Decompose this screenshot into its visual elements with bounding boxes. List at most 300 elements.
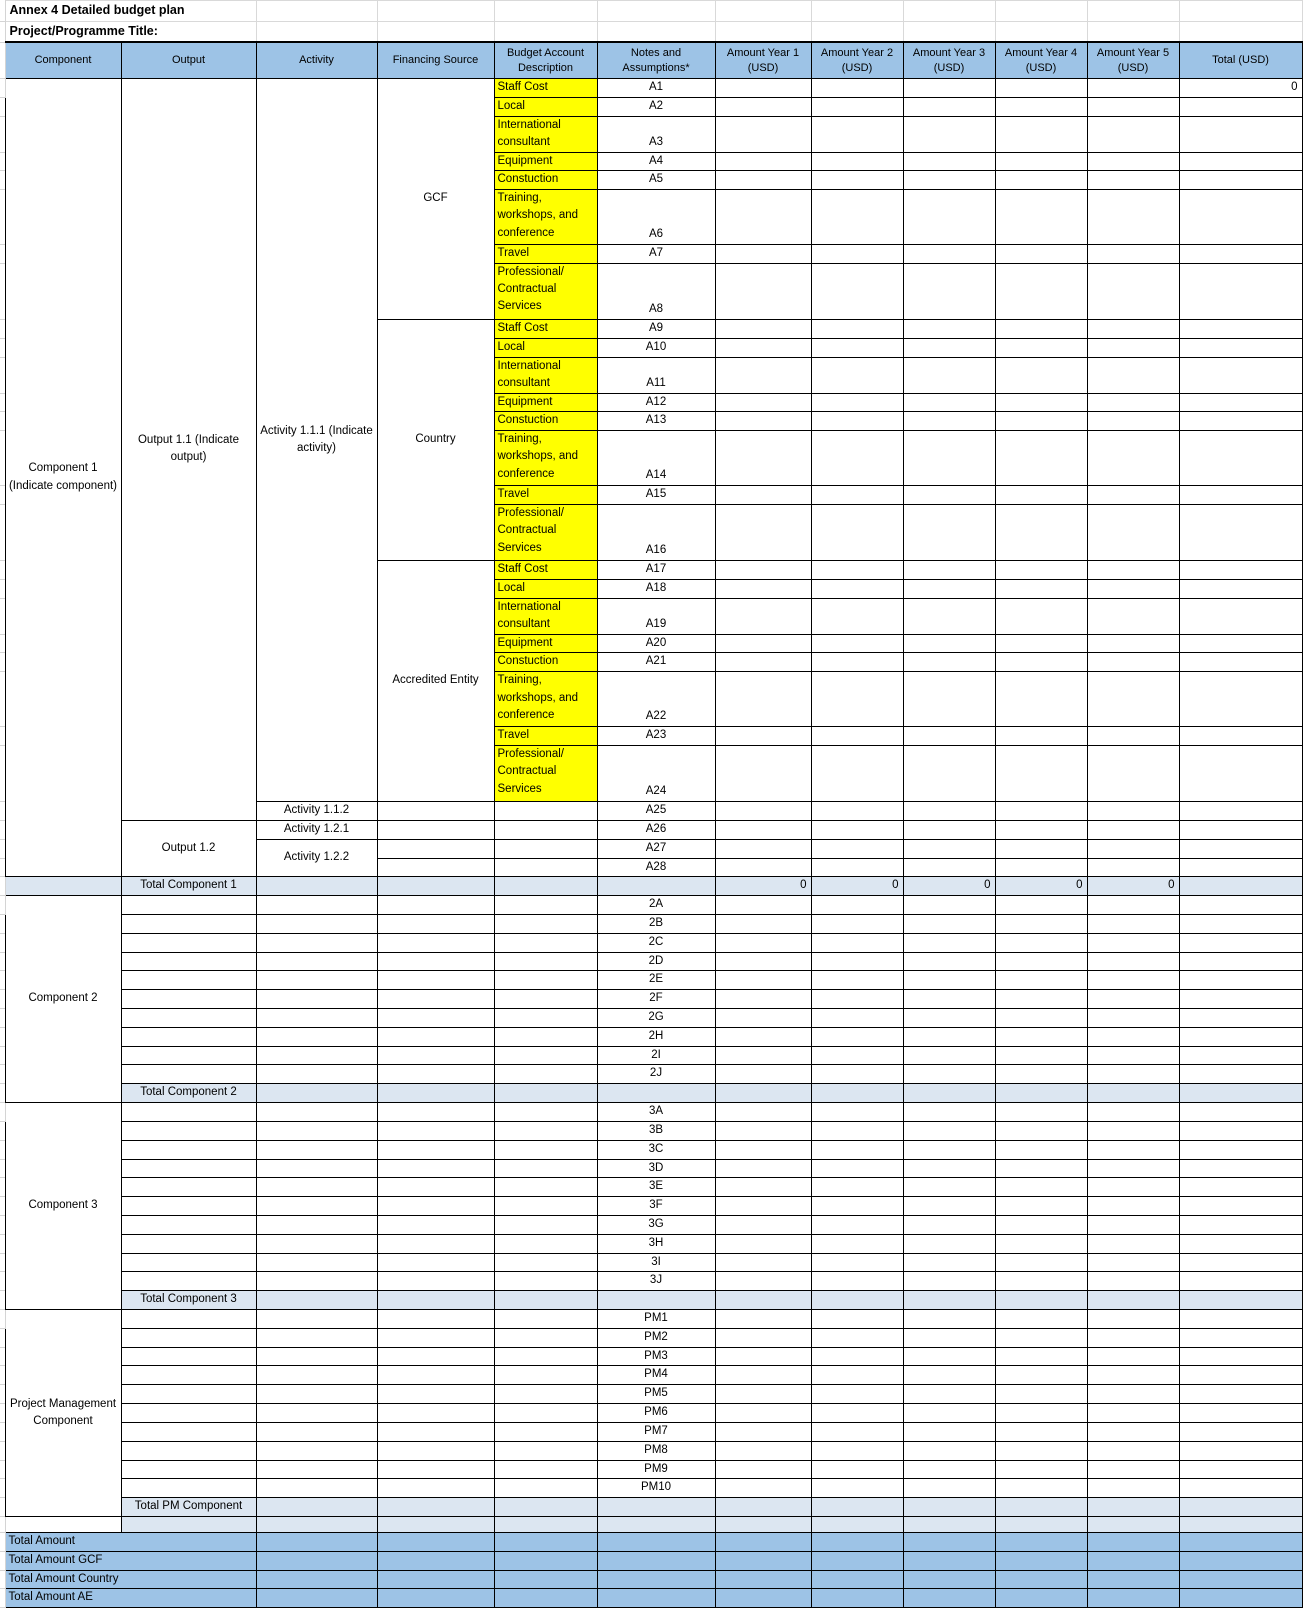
amount-year-4-cell[interactable] bbox=[995, 802, 1087, 821]
financing-source-cell[interactable] bbox=[377, 1385, 494, 1404]
amount-year-3-cell[interactable] bbox=[903, 672, 995, 727]
amount-year-5-cell[interactable] bbox=[1087, 1422, 1179, 1441]
amount-year-4-cell[interactable] bbox=[995, 727, 1087, 746]
note-assumption[interactable]: 2A bbox=[597, 896, 715, 915]
financing-source-cell[interactable] bbox=[377, 1479, 494, 1498]
amount-year-3-cell[interactable] bbox=[903, 431, 995, 486]
amount-year-5-cell[interactable] bbox=[1087, 1366, 1179, 1385]
amount-year-5-cell[interactable] bbox=[1087, 971, 1179, 990]
amount-year-3-cell[interactable] bbox=[903, 914, 995, 933]
output-cell[interactable] bbox=[121, 1328, 256, 1347]
amount-year-3-cell[interactable] bbox=[903, 245, 995, 264]
amount-year-4-cell[interactable] bbox=[995, 1140, 1087, 1159]
amount-year-4-cell[interactable] bbox=[995, 1253, 1087, 1272]
amount-year-1-cell[interactable] bbox=[715, 971, 811, 990]
amount-year-5-cell[interactable] bbox=[1087, 171, 1179, 190]
title-row-empty-cell[interactable] bbox=[1179, 1, 1302, 22]
output-cell[interactable] bbox=[121, 1253, 256, 1272]
total-usd-cell[interactable] bbox=[1179, 896, 1302, 915]
amount-year-3-cell[interactable] bbox=[903, 1347, 995, 1366]
amount-year-1-cell[interactable] bbox=[715, 338, 811, 357]
budget-account-cell[interactable] bbox=[494, 1103, 597, 1122]
output-cell[interactable] bbox=[121, 1404, 256, 1423]
amount-year-4-cell[interactable] bbox=[995, 1159, 1087, 1178]
note-assumption[interactable]: PM2 bbox=[597, 1328, 715, 1347]
subtitle-row-empty-cell[interactable] bbox=[494, 22, 597, 43]
amount-year-3-cell[interactable] bbox=[903, 1404, 995, 1423]
amount-year-5-cell[interactable] bbox=[1087, 1347, 1179, 1366]
amount-year-5-cell[interactable] bbox=[1087, 1328, 1179, 1347]
amount-year-3-cell[interactable] bbox=[903, 561, 995, 580]
amount-year-5-cell[interactable] bbox=[1087, 1103, 1179, 1122]
amount-year-2-cell[interactable] bbox=[811, 990, 903, 1009]
financing-source-cell[interactable] bbox=[377, 1404, 494, 1423]
total-usd-cell[interactable] bbox=[1179, 858, 1302, 877]
amount-year-3-cell[interactable] bbox=[903, 971, 995, 990]
note-assumption[interactable]: A25 bbox=[597, 802, 715, 821]
amount-year-2-cell[interactable] bbox=[811, 357, 903, 393]
amount-year-1-cell[interactable] bbox=[715, 78, 811, 97]
amount-year-2-cell[interactable] bbox=[811, 1009, 903, 1028]
budget-account-cell[interactable] bbox=[494, 914, 597, 933]
amount-year-1-cell[interactable] bbox=[715, 116, 811, 152]
subtitle-row-empty-cell[interactable] bbox=[1087, 22, 1179, 43]
note-assumption[interactable]: 2G bbox=[597, 1009, 715, 1028]
total-usd-cell[interactable] bbox=[1179, 1385, 1302, 1404]
amount-year-3-cell[interactable] bbox=[903, 634, 995, 653]
budget-account-description[interactable]: Training, workshops, and conference bbox=[494, 431, 597, 486]
amount-year-2-cell[interactable] bbox=[811, 746, 903, 802]
total-usd-cell[interactable] bbox=[1179, 1422, 1302, 1441]
financing-source-cell[interactable] bbox=[377, 1366, 494, 1385]
total-usd-cell[interactable] bbox=[1179, 1103, 1302, 1122]
amount-year-1-cell[interactable] bbox=[715, 1347, 811, 1366]
output-cell[interactable] bbox=[121, 1009, 256, 1028]
total-usd-cell[interactable] bbox=[1179, 1328, 1302, 1347]
note-assumption[interactable]: 2B bbox=[597, 914, 715, 933]
note-assumption[interactable]: 3D bbox=[597, 1159, 715, 1178]
amount-year-5-cell[interactable] bbox=[1087, 839, 1179, 858]
financing-source-cell[interactable] bbox=[377, 914, 494, 933]
output-cell[interactable] bbox=[121, 1347, 256, 1366]
total-usd-cell[interactable] bbox=[1179, 505, 1302, 561]
activity-cell[interactable] bbox=[256, 1234, 377, 1253]
budget-account-description[interactable]: Professional/ Contractual Services bbox=[494, 263, 597, 319]
amount-year-2-cell[interactable] bbox=[811, 1422, 903, 1441]
amount-year-5-cell[interactable] bbox=[1087, 1159, 1179, 1178]
amount-year-5-cell[interactable] bbox=[1087, 634, 1179, 653]
amount-year-4-cell[interactable] bbox=[995, 245, 1087, 264]
amount-year-2-cell[interactable] bbox=[811, 561, 903, 580]
amount-year-1-cell[interactable] bbox=[715, 598, 811, 634]
amount-year-4-cell[interactable] bbox=[995, 1366, 1087, 1385]
total-usd-cell[interactable] bbox=[1179, 1159, 1302, 1178]
amount-year-3-cell[interactable] bbox=[903, 653, 995, 672]
amount-year-2-cell[interactable] bbox=[811, 634, 903, 653]
amount-year-5-cell[interactable] bbox=[1087, 1441, 1179, 1460]
title-row-empty-cell[interactable] bbox=[811, 1, 903, 22]
financing-source-cell[interactable] bbox=[377, 1197, 494, 1216]
financing-source-cell[interactable] bbox=[377, 990, 494, 1009]
note-assumption[interactable]: A1 bbox=[597, 78, 715, 97]
amount-year-3-cell[interactable] bbox=[903, 746, 995, 802]
budget-account-cell[interactable] bbox=[494, 1441, 597, 1460]
budget-account-cell[interactable] bbox=[494, 896, 597, 915]
total-usd-cell[interactable] bbox=[1179, 1272, 1302, 1291]
amount-year-3-cell[interactable] bbox=[903, 393, 995, 412]
financing-source-cell[interactable] bbox=[377, 1215, 494, 1234]
title-row-empty-cell[interactable] bbox=[597, 1, 715, 22]
note-assumption[interactable]: PM7 bbox=[597, 1422, 715, 1441]
amount-year-3-cell[interactable] bbox=[903, 263, 995, 319]
amount-year-1-cell[interactable] bbox=[715, 990, 811, 1009]
amount-year-2-cell[interactable] bbox=[811, 802, 903, 821]
amount-year-1-cell[interactable] bbox=[715, 1366, 811, 1385]
amount-year-2-cell[interactable] bbox=[811, 152, 903, 171]
activity-cell[interactable] bbox=[256, 1479, 377, 1498]
note-assumption[interactable]: 3E bbox=[597, 1178, 715, 1197]
amount-year-3-cell[interactable] bbox=[903, 952, 995, 971]
note-assumption[interactable]: 2J bbox=[597, 1065, 715, 1084]
activity-cell[interactable] bbox=[256, 1460, 377, 1479]
amount-year-3-cell[interactable] bbox=[903, 1046, 995, 1065]
note-assumption[interactable]: 2D bbox=[597, 952, 715, 971]
amount-year-2-cell[interactable] bbox=[811, 672, 903, 727]
total-usd-cell[interactable] bbox=[1179, 914, 1302, 933]
activity-cell[interactable] bbox=[256, 1253, 377, 1272]
amount-year-3-cell[interactable] bbox=[903, 579, 995, 598]
amount-year-5-cell[interactable] bbox=[1087, 431, 1179, 486]
amount-year-3-cell[interactable] bbox=[903, 1009, 995, 1028]
amount-year-2-cell[interactable] bbox=[811, 431, 903, 486]
amount-year-2-cell[interactable] bbox=[811, 505, 903, 561]
output-cell[interactable] bbox=[121, 1159, 256, 1178]
amount-year-5-cell[interactable] bbox=[1087, 746, 1179, 802]
note-assumption[interactable]: A14 bbox=[597, 431, 715, 486]
total-usd-cell[interactable] bbox=[1179, 634, 1302, 653]
budget-account-description[interactable]: Equipment bbox=[494, 634, 597, 653]
amount-year-4-cell[interactable] bbox=[995, 858, 1087, 877]
amount-year-2-cell[interactable] bbox=[811, 171, 903, 190]
amount-year-4-cell[interactable] bbox=[995, 971, 1087, 990]
amount-year-2-cell[interactable] bbox=[811, 1215, 903, 1234]
amount-year-4-cell[interactable] bbox=[995, 1046, 1087, 1065]
total-usd-cell[interactable] bbox=[1179, 1121, 1302, 1140]
note-assumption[interactable]: 3F bbox=[597, 1197, 715, 1216]
amount-year-2-cell[interactable] bbox=[811, 1178, 903, 1197]
budget-account-description[interactable]: Staff Cost bbox=[494, 561, 597, 580]
activity-cell[interactable] bbox=[256, 1422, 377, 1441]
amount-year-5-cell[interactable] bbox=[1087, 1215, 1179, 1234]
budget-account-cell[interactable] bbox=[494, 1234, 597, 1253]
amount-year-2-cell[interactable] bbox=[811, 78, 903, 97]
amount-year-5-cell[interactable] bbox=[1087, 1272, 1179, 1291]
amount-year-4-cell[interactable] bbox=[995, 990, 1087, 1009]
amount-year-1-cell[interactable] bbox=[715, 393, 811, 412]
note-assumption[interactable]: 2H bbox=[597, 1027, 715, 1046]
amount-year-2-cell[interactable] bbox=[811, 97, 903, 116]
amount-year-4-cell[interactable] bbox=[995, 338, 1087, 357]
amount-year-1-cell[interactable] bbox=[715, 1215, 811, 1234]
financing-source-cell[interactable] bbox=[377, 933, 494, 952]
activity-cell[interactable] bbox=[256, 952, 377, 971]
subtitle-row-empty-cell[interactable] bbox=[377, 22, 494, 43]
amount-year-2-cell[interactable] bbox=[811, 971, 903, 990]
amount-year-2-cell[interactable] bbox=[811, 1366, 903, 1385]
amount-year-4-cell[interactable] bbox=[995, 190, 1087, 245]
budget-account-description[interactable]: Constuction bbox=[494, 412, 597, 431]
budget-account-cell[interactable] bbox=[494, 1009, 597, 1028]
budget-account-cell[interactable] bbox=[494, 1479, 597, 1498]
amount-year-4-cell[interactable] bbox=[995, 1178, 1087, 1197]
title-row-empty-cell[interactable] bbox=[377, 1, 494, 22]
total-usd-cell[interactable] bbox=[1179, 263, 1302, 319]
amount-year-2-cell[interactable] bbox=[811, 1328, 903, 1347]
amount-year-2-cell[interactable] bbox=[811, 1065, 903, 1084]
amount-year-4-cell[interactable] bbox=[995, 319, 1087, 338]
amount-year-3-cell[interactable] bbox=[903, 727, 995, 746]
amount-year-1-cell[interactable] bbox=[715, 914, 811, 933]
note-assumption[interactable]: PM4 bbox=[597, 1366, 715, 1385]
amount-year-2-cell[interactable] bbox=[811, 319, 903, 338]
amount-year-2-cell[interactable] bbox=[811, 579, 903, 598]
total-usd-cell[interactable] bbox=[1179, 672, 1302, 727]
budget-account-cell[interactable] bbox=[494, 1385, 597, 1404]
amount-year-4-cell[interactable] bbox=[995, 1404, 1087, 1423]
note-assumption[interactable]: A13 bbox=[597, 412, 715, 431]
amount-year-2-cell[interactable] bbox=[811, 598, 903, 634]
financing-source-cell[interactable] bbox=[377, 1460, 494, 1479]
note-assumption[interactable]: PM3 bbox=[597, 1347, 715, 1366]
amount-year-5-cell[interactable] bbox=[1087, 1385, 1179, 1404]
amount-year-3-cell[interactable] bbox=[903, 1065, 995, 1084]
budget-account-description[interactable]: International consultant bbox=[494, 598, 597, 634]
amount-year-5-cell[interactable] bbox=[1087, 190, 1179, 245]
note-assumption[interactable]: A7 bbox=[597, 245, 715, 264]
amount-year-5-cell[interactable] bbox=[1087, 505, 1179, 561]
financing-source-cell[interactable] bbox=[377, 952, 494, 971]
amount-year-3-cell[interactable] bbox=[903, 933, 995, 952]
note-assumption[interactable]: A21 bbox=[597, 653, 715, 672]
financing-source-cell[interactable] bbox=[377, 1027, 494, 1046]
amount-year-3-cell[interactable] bbox=[903, 357, 995, 393]
amount-year-2-cell[interactable] bbox=[811, 820, 903, 839]
budget-account-cell[interactable] bbox=[494, 1046, 597, 1065]
total-usd-cell[interactable] bbox=[1179, 1065, 1302, 1084]
note-assumption[interactable]: A28 bbox=[597, 858, 715, 877]
budget-account-cell[interactable] bbox=[494, 1272, 597, 1291]
budget-account-description[interactable]: Training, workshops, and conference bbox=[494, 672, 597, 727]
amount-year-4-cell[interactable] bbox=[995, 431, 1087, 486]
amount-year-1-cell[interactable] bbox=[715, 746, 811, 802]
amount-year-5-cell[interactable] bbox=[1087, 802, 1179, 821]
output-cell[interactable] bbox=[121, 990, 256, 1009]
budget-account-cell[interactable] bbox=[494, 933, 597, 952]
title-row-empty-cell[interactable] bbox=[256, 1, 377, 22]
amount-year-1-cell[interactable] bbox=[715, 952, 811, 971]
subtitle-row-empty-cell[interactable] bbox=[903, 22, 995, 43]
amount-year-3-cell[interactable] bbox=[903, 1197, 995, 1216]
subtitle-row-empty-cell[interactable] bbox=[715, 22, 811, 43]
financing-source-cell[interactable] bbox=[377, 1009, 494, 1028]
amount-year-3-cell[interactable] bbox=[903, 858, 995, 877]
amount-year-3-cell[interactable] bbox=[903, 990, 995, 1009]
amount-year-1-cell[interactable] bbox=[715, 1140, 811, 1159]
amount-year-5-cell[interactable] bbox=[1087, 263, 1179, 319]
amount-year-4-cell[interactable] bbox=[995, 1027, 1087, 1046]
financing-source-cell[interactable] bbox=[377, 858, 494, 877]
output-cell[interactable] bbox=[121, 1215, 256, 1234]
amount-year-3-cell[interactable] bbox=[903, 1422, 995, 1441]
amount-year-3-cell[interactable] bbox=[903, 190, 995, 245]
budget-account-cell[interactable] bbox=[494, 1159, 597, 1178]
total-usd-cell[interactable] bbox=[1179, 1215, 1302, 1234]
activity-cell[interactable] bbox=[256, 1272, 377, 1291]
total-usd-cell[interactable] bbox=[1179, 990, 1302, 1009]
budget-account-description[interactable]: Constuction bbox=[494, 171, 597, 190]
note-assumption[interactable]: A17 bbox=[597, 561, 715, 580]
note-assumption[interactable]: A22 bbox=[597, 672, 715, 727]
amount-year-3-cell[interactable] bbox=[903, 820, 995, 839]
title-row-empty-cell[interactable] bbox=[903, 1, 995, 22]
amount-year-4-cell[interactable] bbox=[995, 1009, 1087, 1028]
amount-year-3-cell[interactable] bbox=[903, 598, 995, 634]
financing-source-cell[interactable] bbox=[377, 1046, 494, 1065]
financing-source-cell[interactable] bbox=[377, 1347, 494, 1366]
output-cell[interactable] bbox=[121, 1479, 256, 1498]
budget-account-description[interactable]: International consultant bbox=[494, 357, 597, 393]
amount-year-4-cell[interactable] bbox=[995, 1441, 1087, 1460]
title-row-empty-cell[interactable] bbox=[995, 1, 1087, 22]
amount-year-3-cell[interactable] bbox=[903, 1385, 995, 1404]
note-assumption[interactable]: A18 bbox=[597, 579, 715, 598]
budget-account-cell[interactable] bbox=[494, 1178, 597, 1197]
financing-source-cell[interactable] bbox=[377, 896, 494, 915]
note-assumption[interactable]: A8 bbox=[597, 263, 715, 319]
amount-year-2-cell[interactable] bbox=[811, 1347, 903, 1366]
note-assumption[interactable]: A20 bbox=[597, 634, 715, 653]
note-assumption[interactable]: PM1 bbox=[597, 1310, 715, 1329]
budget-account-cell[interactable] bbox=[494, 1140, 597, 1159]
total-usd-cell[interactable] bbox=[1179, 1046, 1302, 1065]
amount-year-1-cell[interactable] bbox=[715, 634, 811, 653]
amount-year-3-cell[interactable] bbox=[903, 78, 995, 97]
amount-year-1-cell[interactable] bbox=[715, 1103, 811, 1122]
amount-year-1-cell[interactable] bbox=[715, 1027, 811, 1046]
amount-year-1-cell[interactable] bbox=[715, 1310, 811, 1329]
amount-year-4-cell[interactable] bbox=[995, 393, 1087, 412]
budget-account-description[interactable]: Travel bbox=[494, 245, 597, 264]
budget-account-description[interactable]: Travel bbox=[494, 486, 597, 505]
amount-year-5-cell[interactable] bbox=[1087, 1140, 1179, 1159]
amount-year-1-cell[interactable] bbox=[715, 486, 811, 505]
amount-year-1-cell[interactable] bbox=[715, 1009, 811, 1028]
amount-year-5-cell[interactable] bbox=[1087, 727, 1179, 746]
amount-year-4-cell[interactable] bbox=[995, 1215, 1087, 1234]
amount-year-1-cell[interactable] bbox=[715, 97, 811, 116]
total-usd-cell[interactable] bbox=[1179, 1027, 1302, 1046]
total-usd-cell[interactable] bbox=[1179, 971, 1302, 990]
amount-year-3-cell[interactable] bbox=[903, 1178, 995, 1197]
total-usd-cell[interactable]: 0 bbox=[1179, 78, 1302, 97]
budget-account-cell[interactable] bbox=[494, 858, 597, 877]
output-cell[interactable] bbox=[121, 1046, 256, 1065]
amount-year-3-cell[interactable] bbox=[903, 1159, 995, 1178]
output-cell[interactable] bbox=[121, 1422, 256, 1441]
amount-year-4-cell[interactable] bbox=[995, 634, 1087, 653]
note-assumption[interactable]: 3I bbox=[597, 1253, 715, 1272]
amount-year-5-cell[interactable] bbox=[1087, 672, 1179, 727]
amount-year-1-cell[interactable] bbox=[715, 672, 811, 727]
budget-account-cell[interactable] bbox=[494, 990, 597, 1009]
amount-year-3-cell[interactable] bbox=[903, 1328, 995, 1347]
budget-account-description[interactable]: Constuction bbox=[494, 653, 597, 672]
amount-year-3-cell[interactable] bbox=[903, 412, 995, 431]
total-usd-cell[interactable] bbox=[1179, 802, 1302, 821]
total-usd-cell[interactable] bbox=[1179, 1479, 1302, 1498]
amount-year-1-cell[interactable] bbox=[715, 802, 811, 821]
amount-year-5-cell[interactable] bbox=[1087, 1404, 1179, 1423]
amount-year-5-cell[interactable] bbox=[1087, 1009, 1179, 1028]
note-assumption[interactable]: A5 bbox=[597, 171, 715, 190]
amount-year-3-cell[interactable] bbox=[903, 1310, 995, 1329]
budget-account-cell[interactable] bbox=[494, 1027, 597, 1046]
budget-account-description[interactable]: Equipment bbox=[494, 393, 597, 412]
note-assumption[interactable]: 3H bbox=[597, 1234, 715, 1253]
budget-account-cell[interactable] bbox=[494, 971, 597, 990]
amount-year-5-cell[interactable] bbox=[1087, 97, 1179, 116]
amount-year-3-cell[interactable] bbox=[903, 338, 995, 357]
amount-year-1-cell[interactable] bbox=[715, 579, 811, 598]
amount-year-4-cell[interactable] bbox=[995, 653, 1087, 672]
financing-source-cell[interactable] bbox=[377, 802, 494, 821]
amount-year-5-cell[interactable] bbox=[1087, 858, 1179, 877]
amount-year-3-cell[interactable] bbox=[903, 802, 995, 821]
subtitle-row-empty-cell[interactable] bbox=[256, 22, 377, 43]
amount-year-2-cell[interactable] bbox=[811, 1159, 903, 1178]
amount-year-2-cell[interactable] bbox=[811, 263, 903, 319]
output-cell[interactable] bbox=[121, 1385, 256, 1404]
amount-year-4-cell[interactable] bbox=[995, 1422, 1087, 1441]
amount-year-5-cell[interactable] bbox=[1087, 1197, 1179, 1216]
total-usd-cell[interactable] bbox=[1179, 1404, 1302, 1423]
amount-year-1-cell[interactable] bbox=[715, 171, 811, 190]
activity-cell[interactable] bbox=[256, 1065, 377, 1084]
amount-year-3-cell[interactable] bbox=[903, 1253, 995, 1272]
amount-year-4-cell[interactable] bbox=[995, 933, 1087, 952]
amount-year-5-cell[interactable] bbox=[1087, 896, 1179, 915]
amount-year-4-cell[interactable] bbox=[995, 152, 1087, 171]
amount-year-1-cell[interactable] bbox=[715, 727, 811, 746]
subtitle-row-empty-cell[interactable] bbox=[597, 22, 715, 43]
activity-cell[interactable] bbox=[256, 1310, 377, 1329]
amount-year-1-cell[interactable] bbox=[715, 933, 811, 952]
financing-source-cell[interactable] bbox=[377, 1234, 494, 1253]
amount-year-5-cell[interactable] bbox=[1087, 486, 1179, 505]
amount-year-4-cell[interactable] bbox=[995, 672, 1087, 727]
financing-source-cell[interactable] bbox=[377, 1253, 494, 1272]
amount-year-5-cell[interactable] bbox=[1087, 579, 1179, 598]
amount-year-4-cell[interactable] bbox=[995, 1121, 1087, 1140]
amount-year-2-cell[interactable] bbox=[811, 914, 903, 933]
budget-account-description[interactable]: Professional/ Contractual Services bbox=[494, 505, 597, 561]
amount-year-2-cell[interactable] bbox=[811, 1103, 903, 1122]
note-assumption[interactable]: A27 bbox=[597, 839, 715, 858]
output-cell[interactable] bbox=[121, 1140, 256, 1159]
amount-year-5-cell[interactable] bbox=[1087, 820, 1179, 839]
note-assumption[interactable]: A26 bbox=[597, 820, 715, 839]
total-usd-cell[interactable] bbox=[1179, 598, 1302, 634]
